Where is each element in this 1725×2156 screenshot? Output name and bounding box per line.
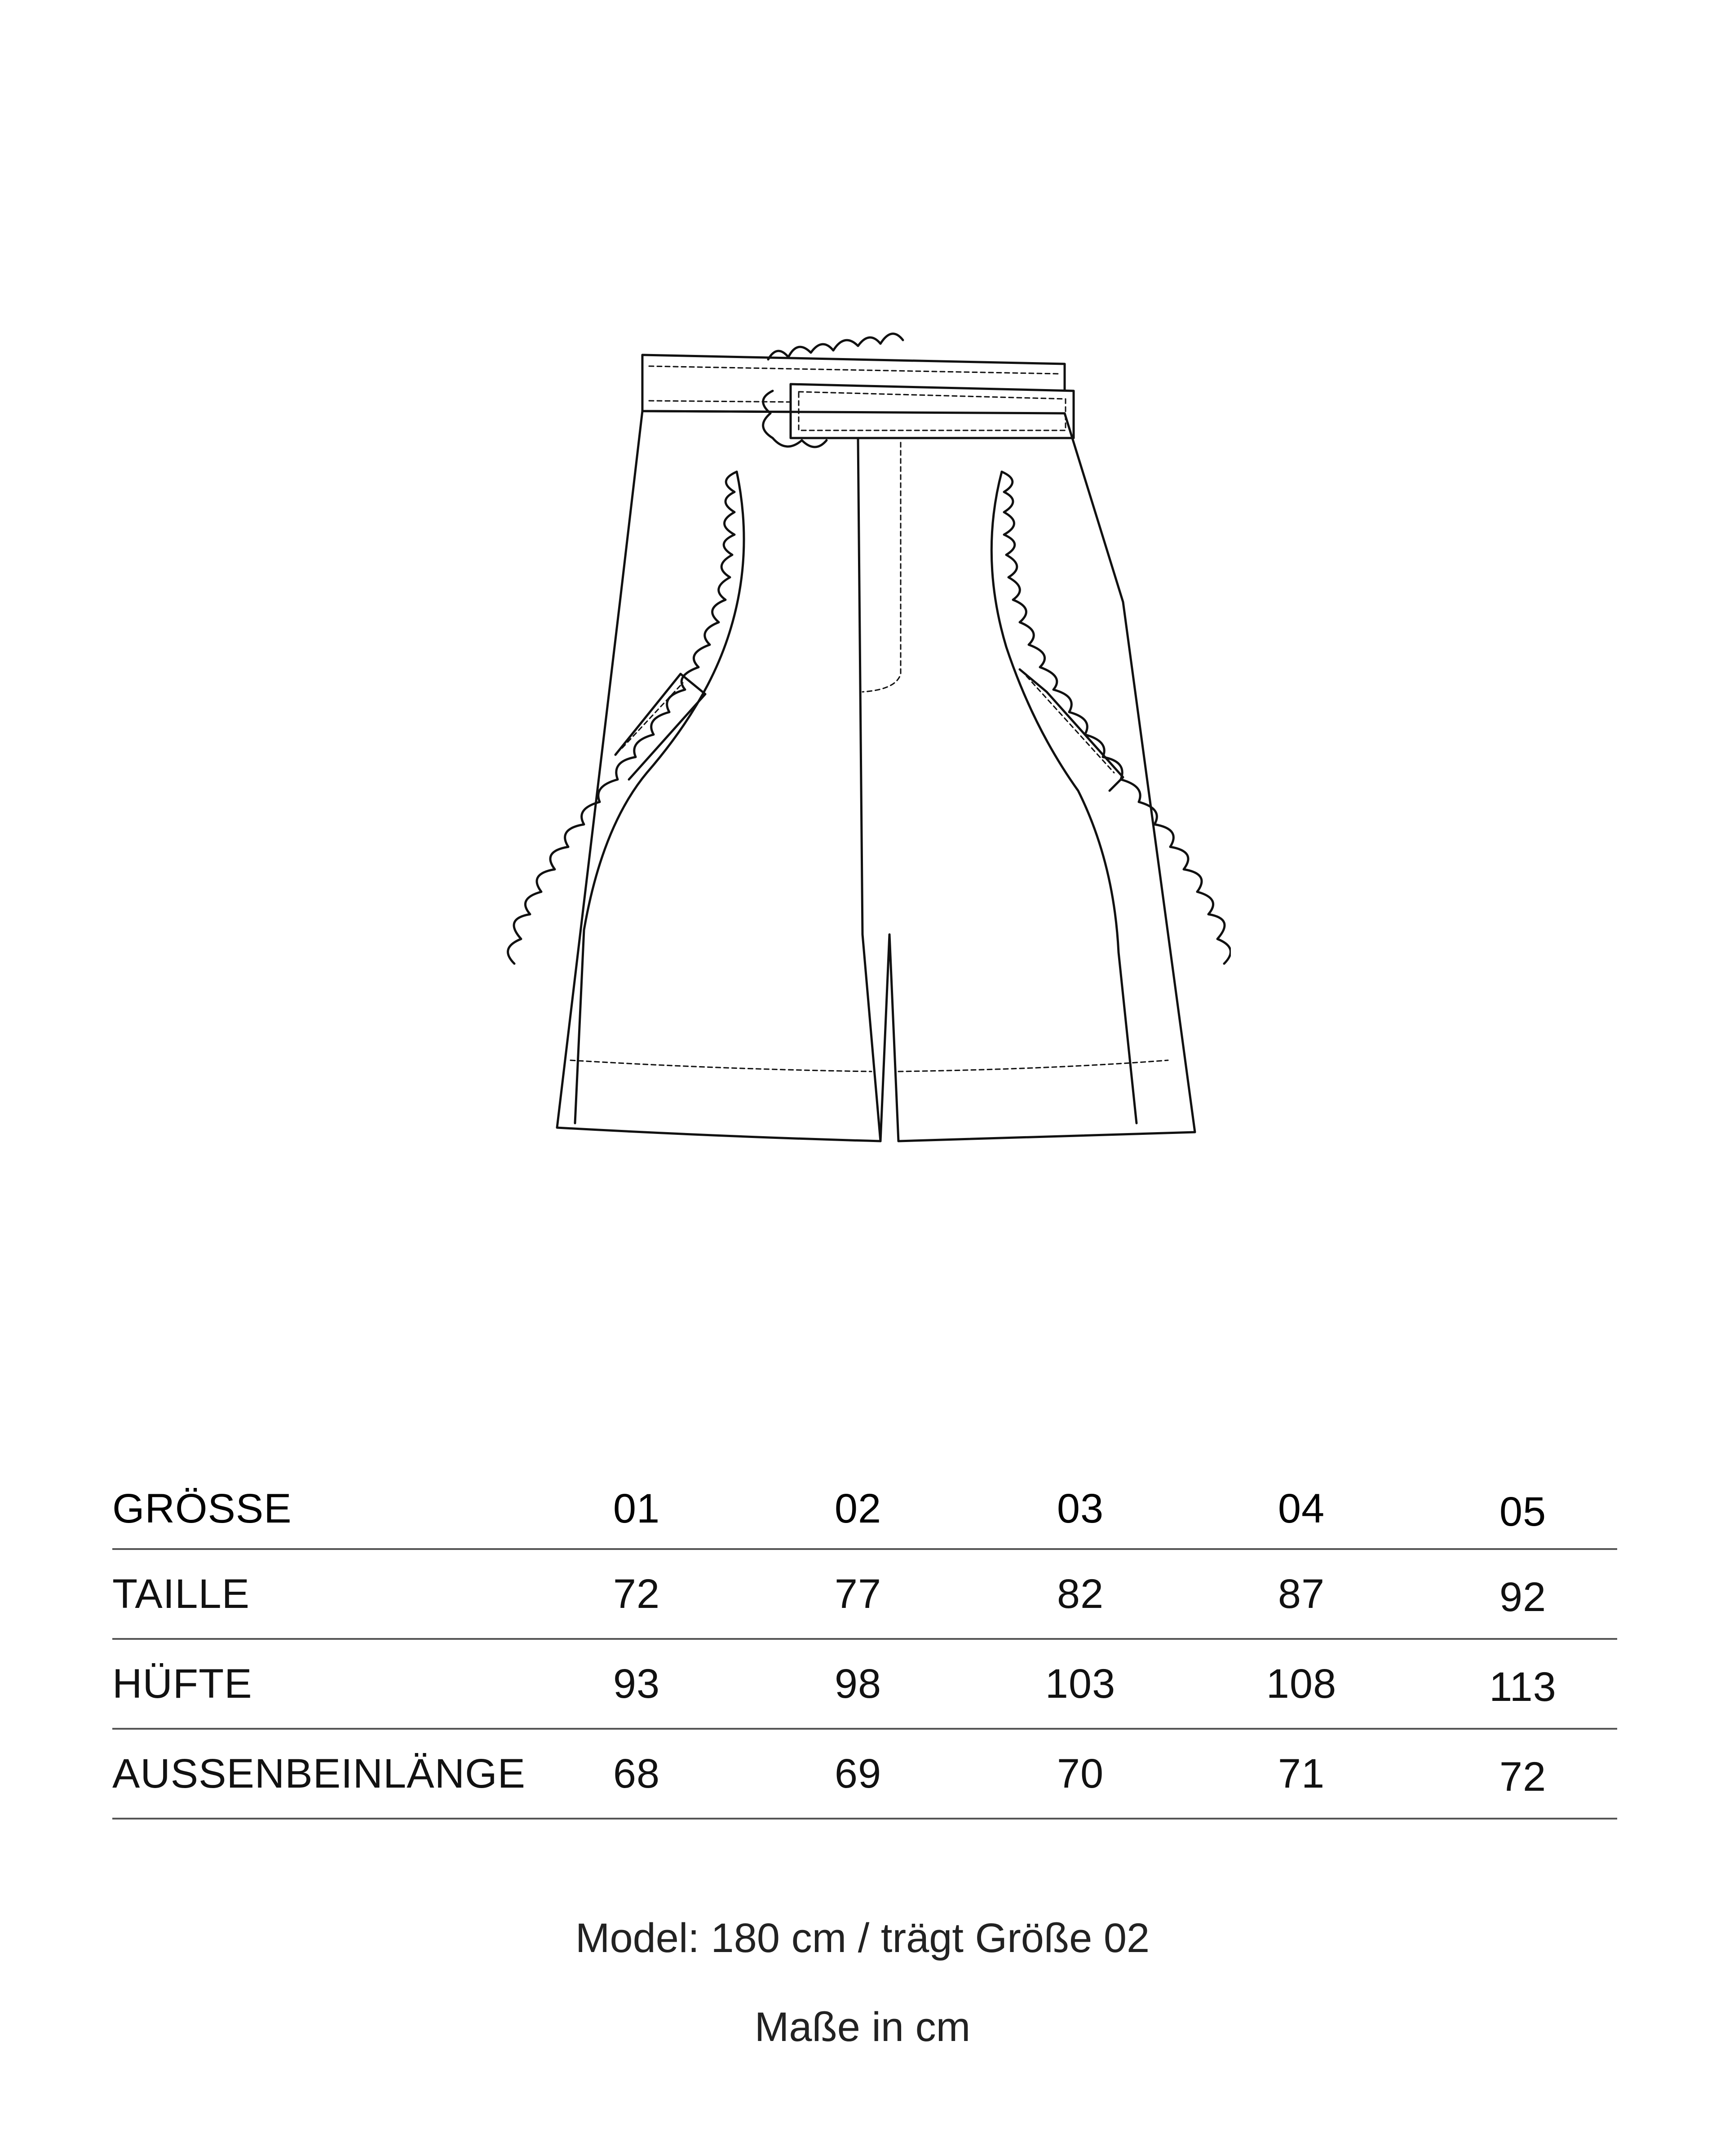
size-01: 01 [613,1485,660,1532]
size-02: 02 [834,1485,882,1532]
table-cell: 98 [834,1660,882,1707]
units-note: Maße in cm [754,2004,971,2050]
right-hem-stitch [898,1060,1168,1071]
center-front-seam [858,438,880,1141]
left-panel-seam [575,472,744,1123]
fly-stitch [862,443,901,692]
left-ruffle-trim [508,472,737,964]
table-cell: 77 [834,1571,882,1617]
shorts-outline [557,411,1195,1141]
right-panel-seam [991,472,1137,1123]
left-pocket-welt [615,674,705,779]
table-row-huefte [112,1640,1617,1730]
row-label: HÜFTE [112,1660,252,1707]
table-cell: 108 [1266,1660,1337,1707]
table-cell: 93 [613,1660,660,1707]
table-cell: 92 [1499,1574,1547,1620]
table-cell: 70 [1057,1750,1104,1797]
row-label: AUSSENBEINLÄNGE [112,1750,526,1797]
size-04: 04 [1278,1485,1325,1532]
table-row-aussenbeinlaenge [112,1730,1617,1820]
shorts-drawing [494,323,1231,1177]
table-row-taille [112,1550,1617,1640]
size-header-label: GRÖSSE [112,1485,292,1532]
right-pocket-stitch [1026,676,1114,773]
left-hem-stitch [571,1060,871,1071]
size-table [112,1469,1617,1820]
size-05: 05 [1499,1488,1547,1535]
table-cell: 103 [1045,1660,1116,1707]
table-cell: 82 [1057,1571,1104,1617]
table-cell: 69 [834,1750,882,1797]
table-cell: 72 [613,1571,660,1617]
table-cell: 71 [1278,1750,1325,1797]
table-cell: 87 [1278,1571,1325,1617]
size-03: 03 [1057,1485,1104,1532]
row-label: TAILLE [112,1571,250,1617]
table-cell: 113 [1489,1664,1557,1710]
table-cell: 68 [613,1750,660,1797]
table-cell: 72 [1499,1753,1547,1800]
right-pocket-welt [1020,669,1123,791]
shorts-technical-sketch [494,323,1231,1177]
size-header-row [112,1469,1617,1550]
model-note: Model: 180 cm / trägt Größe 02 [575,1915,1150,1961]
